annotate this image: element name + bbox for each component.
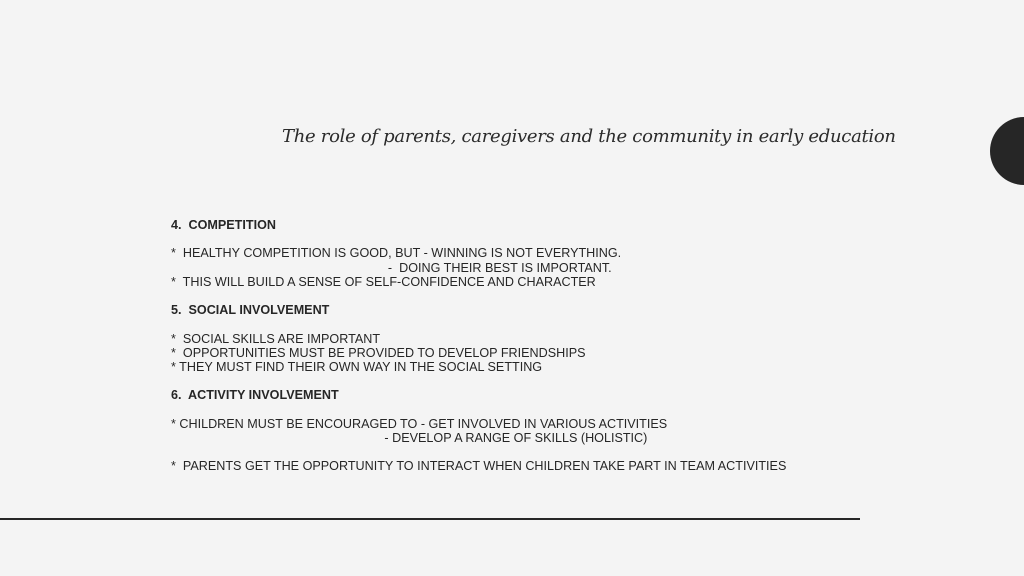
section-heading-activity: 6. ACTIVITY INVOLVEMENT — [171, 388, 339, 403]
bullet-line: * THEY MUST FIND THEIR OWN WAY IN THE SOCIAL SETTING — [171, 359, 543, 374]
bullet-line: * PARENTS GET THE OPPORTUNITY TO INTERACT WHEN CHILDREN TAKE PART IN TEAM ACTIVITIES — [171, 459, 787, 474]
spacer — [171, 445, 871, 459]
spacer — [171, 232, 871, 246]
spacer — [171, 317, 871, 331]
bullet-line: * OPPORTUNITIES MUST BE PROVIDED TO DEVELOP FRIENDSHIPS — [171, 345, 586, 360]
spacer — [171, 374, 871, 388]
section-heading-competition: 4. COMPETITION — [171, 218, 276, 232]
bullet-line: * THIS WILL BUILD A SENSE OF SELF-CONFIDENCE AND CHARACTER — [171, 274, 596, 289]
bullet-line: * SOCIAL SKILLS ARE IMPORTANT — [171, 331, 381, 346]
bullet-line: - DOING THEIR BEST IS IMPORTANT. — [171, 260, 612, 275]
slide-body — [171, 218, 871, 473]
decorative-circle — [990, 117, 1024, 185]
section-heading-social: 5. SOCIAL INVOLVEMENT — [171, 303, 330, 318]
slide-title: The role of parents, caregivers and the community in early education — [282, 126, 896, 147]
bullet-line: - DEVELOP A RANGE OF SKILLS (HOLISTIC) — [171, 430, 648, 445]
spacer — [171, 289, 871, 303]
spacer — [171, 402, 871, 416]
bottom-divider — [0, 518, 860, 520]
bullet-line: * HEALTHY COMPETITION IS GOOD, BUT - WINNING IS NOT EVERYTHING. — [171, 246, 622, 261]
bullet-line: * CHILDREN MUST BE ENCOURAGED TO - GET INVOLVED IN VARIOUS ACTIVITIES — [171, 416, 668, 431]
